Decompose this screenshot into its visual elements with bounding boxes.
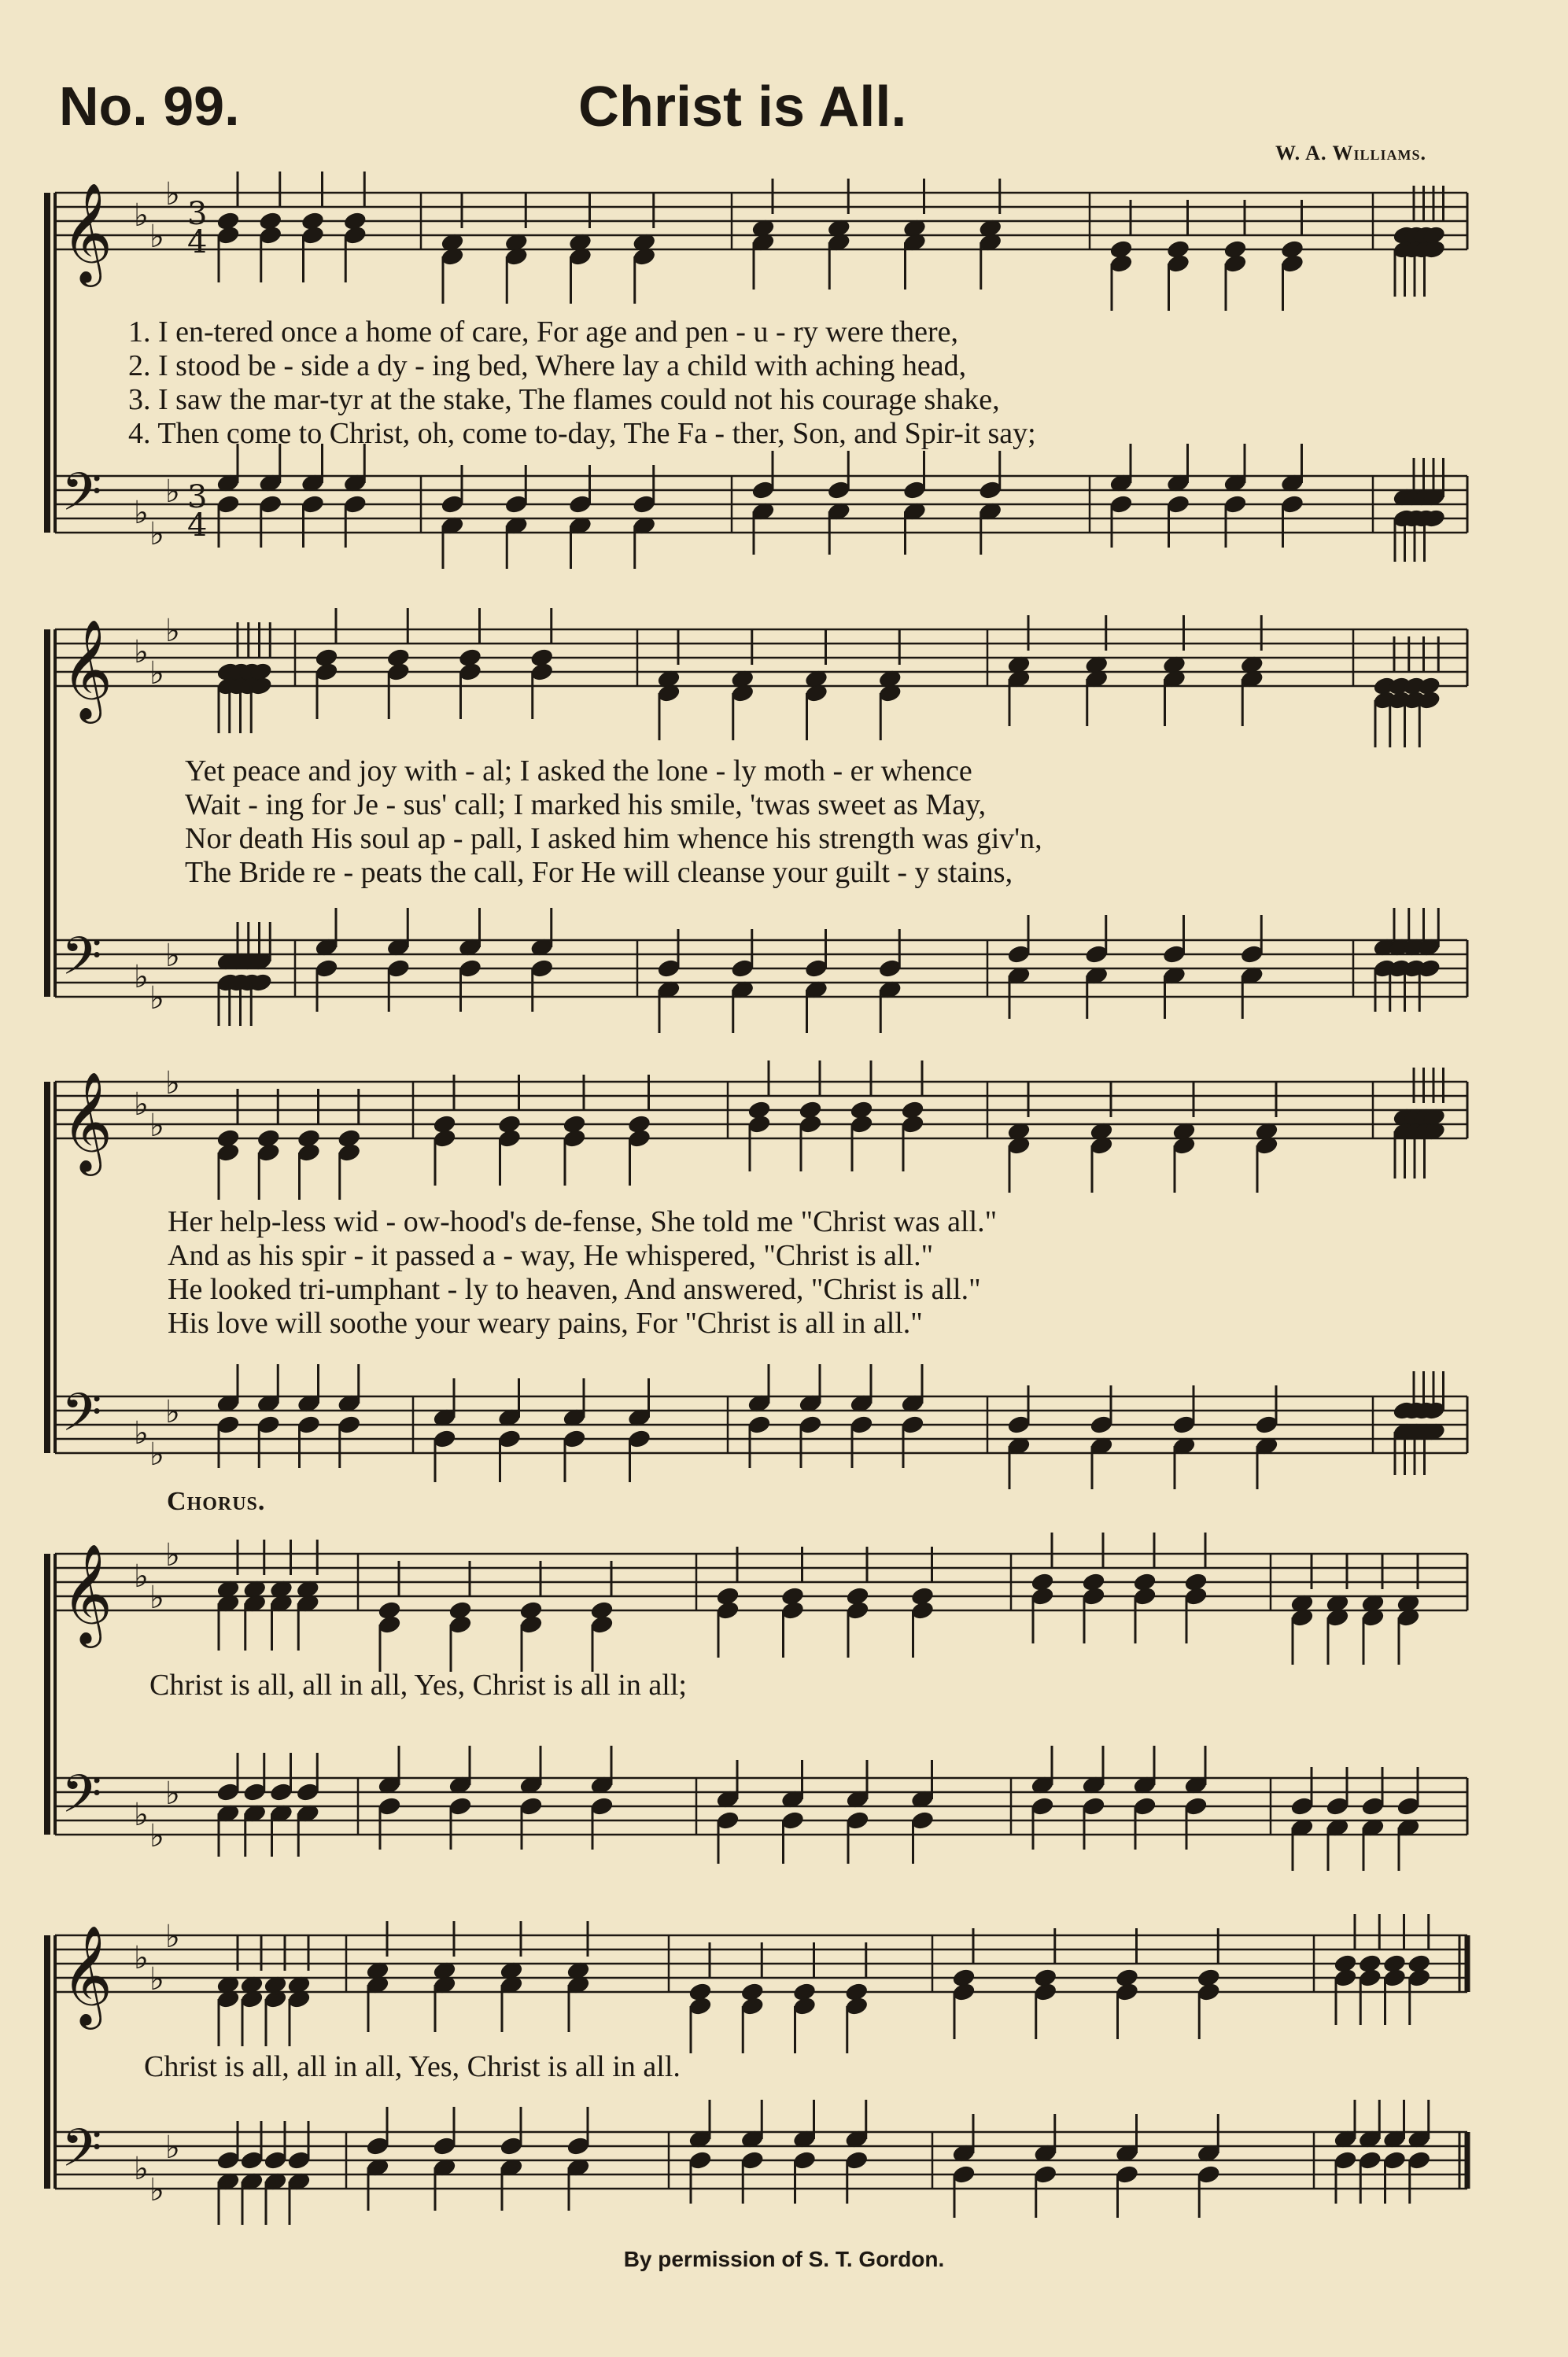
system-3-verse-3: He looked tri-umphant - ly to heaven, And answered, "Christ is all." xyxy=(168,1273,981,1306)
svg-text:𝄞: 𝄞 xyxy=(61,1071,113,1171)
svg-text:3: 3 xyxy=(187,479,208,515)
svg-text:♭: ♭ xyxy=(165,1537,180,1573)
system-1-verse-4: 4. Then come to Christ, oh, come to-day, The Fa - ther, Son, and Spir-it say; xyxy=(128,417,1036,450)
svg-text:♭: ♭ xyxy=(149,2172,164,2208)
system-2-verse-2: Wait - ing for Je - sus' call; I marked his smile, 'twas sweet as May, xyxy=(185,788,987,821)
svg-text:𝄢: 𝄢 xyxy=(61,462,102,535)
svg-text:♭: ♭ xyxy=(134,1086,149,1123)
system-1-verse-3: 3. I saw the mar-tyr at the stake, The flames could not his courage shake, xyxy=(128,383,1000,416)
hymn-number: No. 99. xyxy=(59,76,240,137)
svg-text:4: 4 xyxy=(187,224,208,260)
system-2-verse-4: The Bride re - peats the call, For He will cleanse your guilt - y stains, xyxy=(185,856,1013,889)
system-2-verse-3: Nor death His soul ap - pall, I asked him whence his strength was giv'n, xyxy=(185,822,1042,855)
svg-text:𝄢: 𝄢 xyxy=(61,1382,102,1455)
system-1-verse-2: 2. I stood be - side a dy - ing bed, Where lay a child with aching head, xyxy=(128,349,967,382)
svg-text:♭: ♭ xyxy=(149,655,164,692)
permission-footer: By permission of S. T. Gordon. xyxy=(623,2247,945,2271)
svg-text:♭: ♭ xyxy=(165,1776,180,1812)
svg-text:♭: ♭ xyxy=(149,1818,164,1854)
system-5-verse-1: Christ is all, all in all, Yes, Christ is all in all. xyxy=(144,2050,681,2083)
svg-text:♭: ♭ xyxy=(134,1940,149,1976)
system-3-verse-4: His love will soothe your weary pains, For "Christ is all in all." xyxy=(168,1307,923,1340)
svg-text:♭: ♭ xyxy=(165,938,180,974)
svg-text:𝄢: 𝄢 xyxy=(61,926,102,999)
svg-text:♭: ♭ xyxy=(149,1108,164,1144)
svg-text:♭: ♭ xyxy=(134,495,149,531)
svg-text:♭: ♭ xyxy=(134,959,149,995)
svg-text:♭: ♭ xyxy=(165,613,180,649)
svg-text:♭: ♭ xyxy=(134,1415,149,1451)
svg-text:♭: ♭ xyxy=(149,1437,164,1473)
hymn-author: W. A. Williams. xyxy=(1275,142,1426,164)
svg-text:3: 3 xyxy=(187,196,208,232)
svg-text:♭: ♭ xyxy=(165,176,180,212)
system-3-verse-1: Her help-less wid - ow-hood's de-fense, She told me "Christ was all." xyxy=(168,1205,998,1238)
svg-text:𝄞: 𝄞 xyxy=(61,1924,113,2025)
svg-text:4: 4 xyxy=(187,507,208,544)
svg-text:♭: ♭ xyxy=(134,197,149,234)
svg-text:♭: ♭ xyxy=(149,516,164,552)
chorus-label: Chorus. xyxy=(167,1487,266,1516)
svg-text:𝄞: 𝄞 xyxy=(61,618,113,719)
svg-text:𝄢: 𝄢 xyxy=(61,2118,102,2191)
svg-text:♭: ♭ xyxy=(134,634,149,670)
svg-text:♭: ♭ xyxy=(165,1394,180,1430)
svg-text:𝄞: 𝄞 xyxy=(61,1543,113,1643)
system-2-verse-1: Yet peace and joy with - al; I asked the lone - ly moth - er whence xyxy=(185,754,972,788)
svg-text:♭: ♭ xyxy=(165,2130,180,2166)
svg-text:♭: ♭ xyxy=(149,980,164,1016)
svg-text:♭: ♭ xyxy=(165,1065,180,1101)
system-1-verse-1: 1. I en-tered once a home of care, For age and pen - u - ry were there, xyxy=(128,315,959,349)
hymn-title: Christ is All. xyxy=(578,76,907,138)
svg-text:♭: ♭ xyxy=(149,219,164,255)
system-4-verse-1: Christ is all, all in all, Yes, Christ is all in all; xyxy=(149,1669,687,1702)
svg-text:𝄞: 𝄞 xyxy=(61,182,113,282)
svg-text:♭: ♭ xyxy=(134,2151,149,2187)
system-3-verse-2: And as his spir - it passed a - way, He whispered, "Christ is all." xyxy=(168,1239,934,1272)
svg-text:♭: ♭ xyxy=(165,474,180,510)
svg-text:♭: ♭ xyxy=(149,1580,164,1616)
svg-text:♭: ♭ xyxy=(165,1919,180,1955)
svg-text:♭: ♭ xyxy=(134,1558,149,1595)
svg-text:♭: ♭ xyxy=(149,1961,164,1997)
svg-text:♭: ♭ xyxy=(134,1797,149,1833)
svg-text:𝄢: 𝄢 xyxy=(61,1764,102,1837)
